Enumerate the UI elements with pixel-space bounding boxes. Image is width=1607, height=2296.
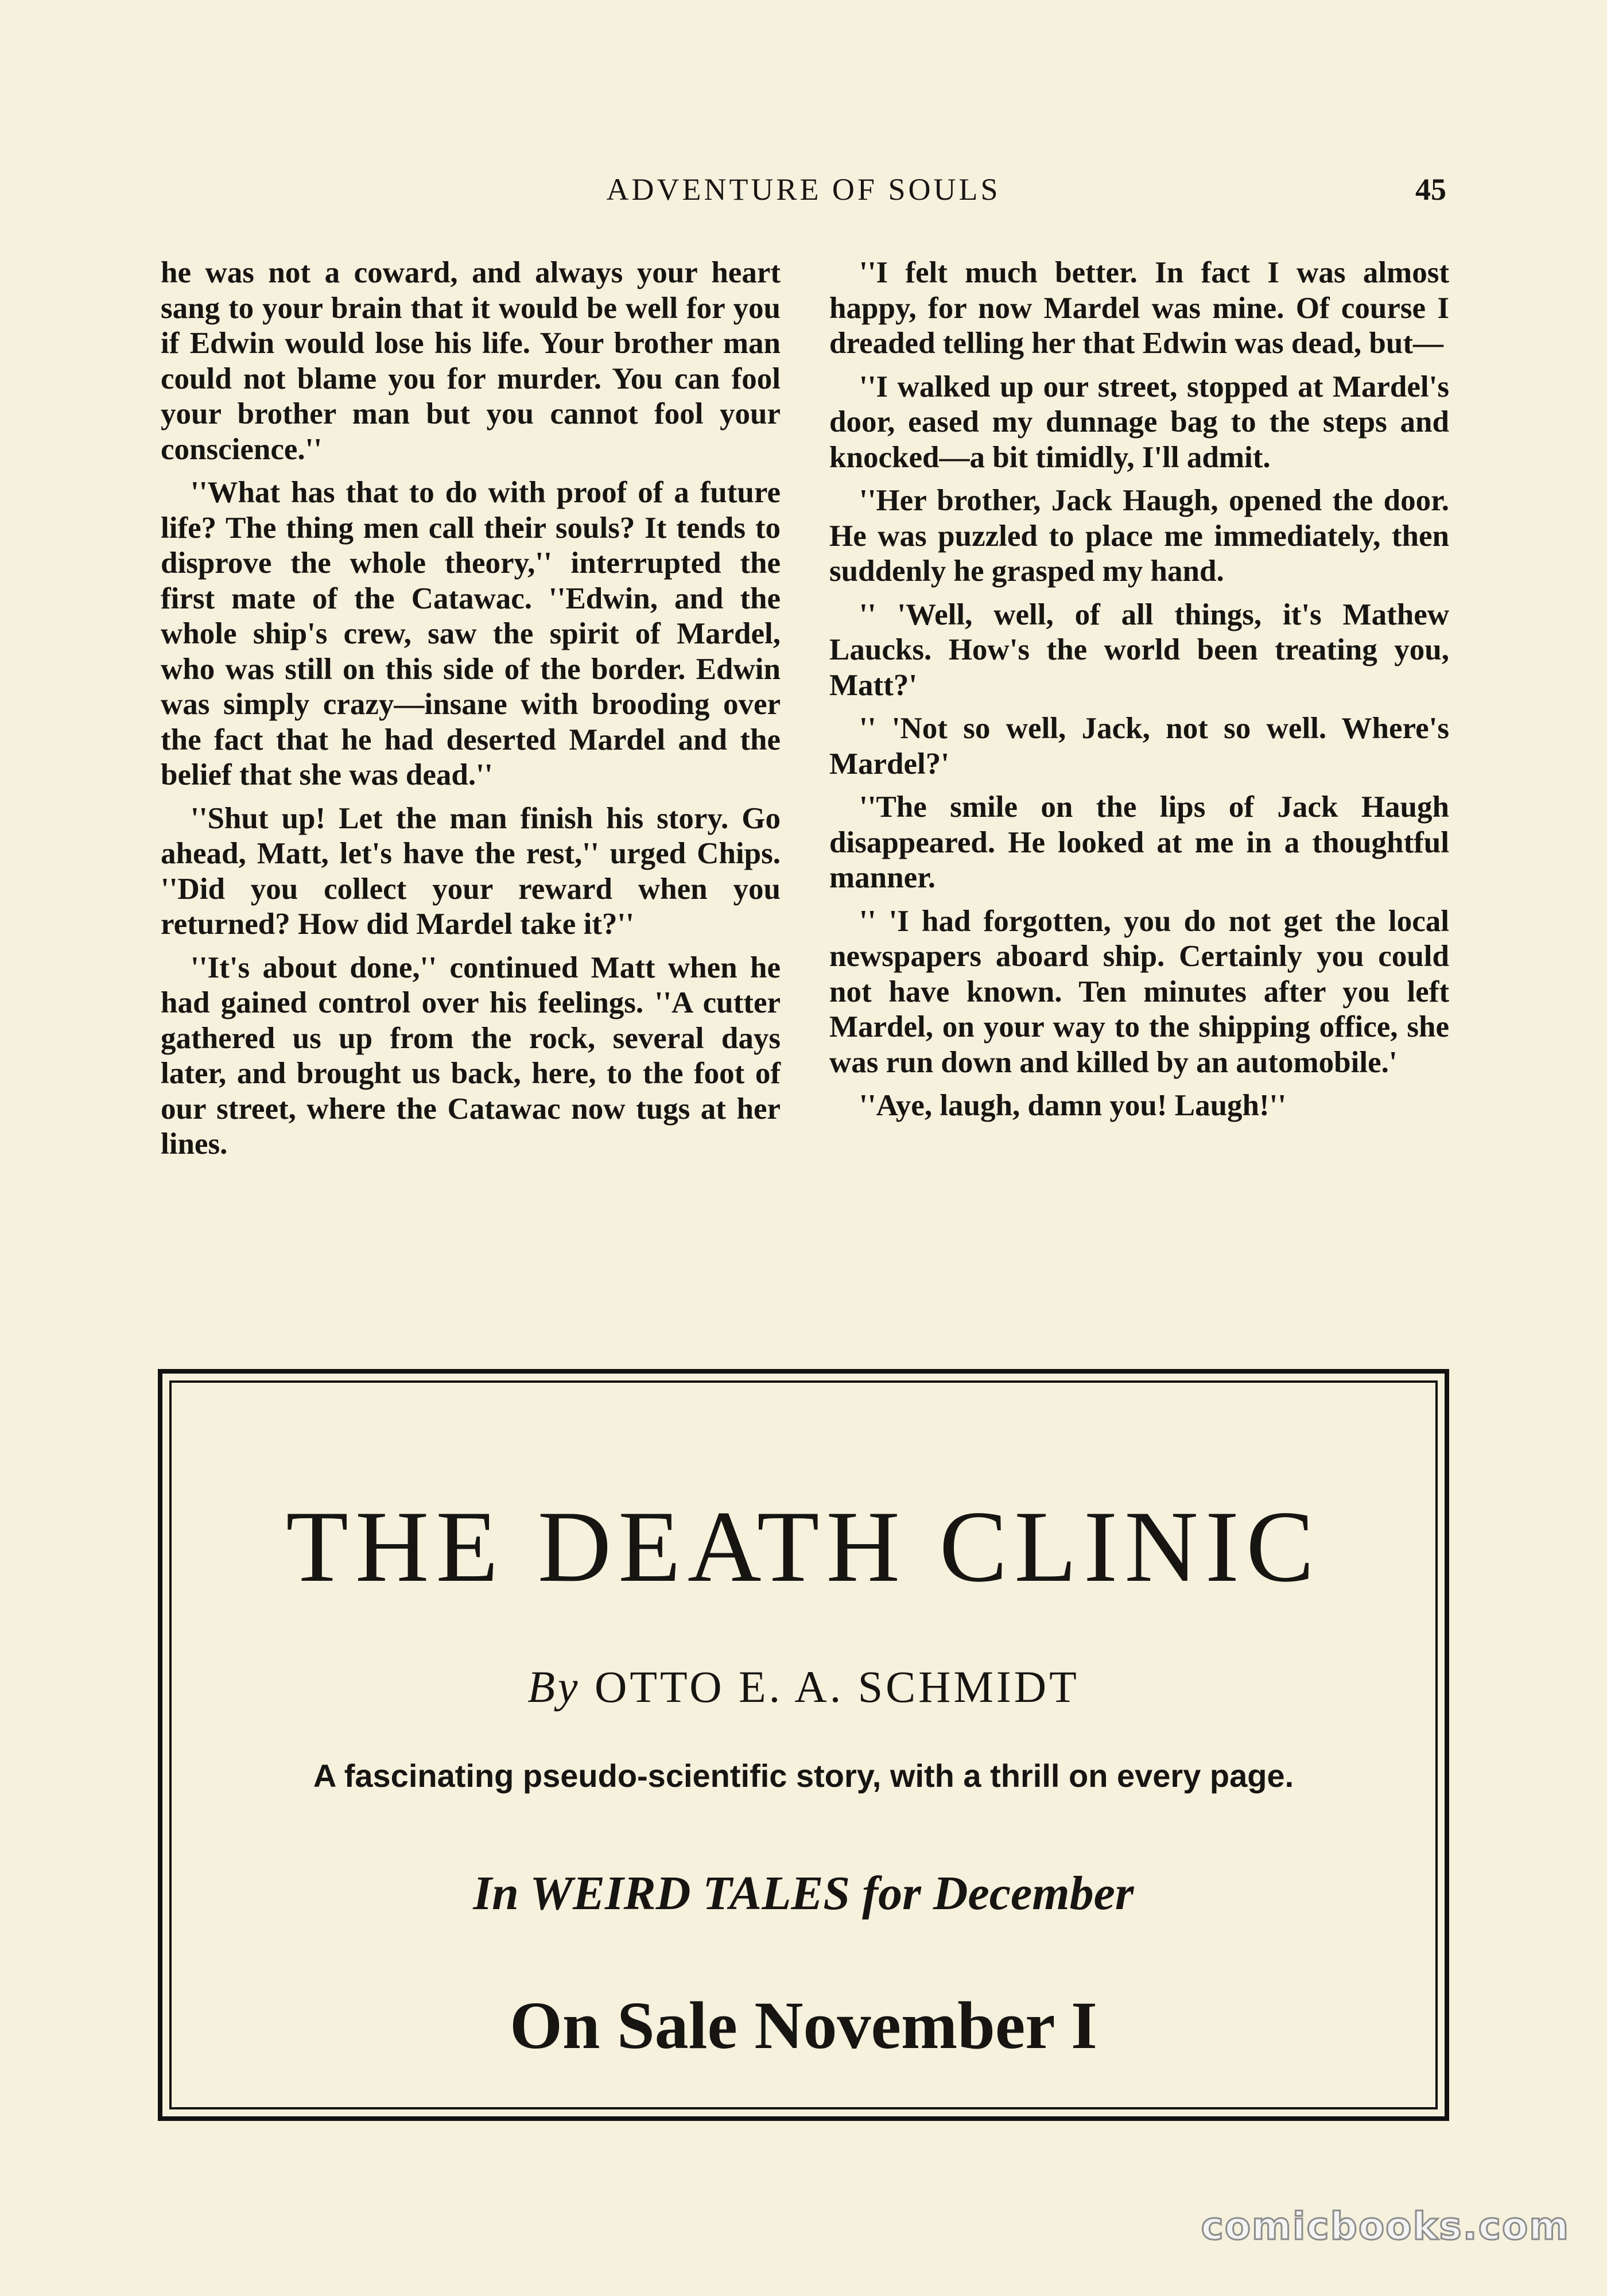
right-paragraph-3: ''Her brother, Jack Haugh, opened the door. He was puzzled to place me immediately, then suddenly he grasped my hand. <box>829 484 1449 588</box>
running-title: ADVENTURE OF SOULS <box>606 172 1001 207</box>
ad-byline <box>172 1658 1435 1716</box>
right-paragraph-6: ''The smile on the lips of Jack Haugh disappeared. He looked at me in a thoughtful manner. <box>829 790 1449 894</box>
right-column <box>829 255 1449 1132</box>
right-paragraph-8: ''Aye, laugh, damn you! Laugh!'' <box>859 1089 1287 1122</box>
advertisement-inner-border <box>169 1380 1438 2109</box>
right-paragraph-4: '' 'Well, well, of all things, it's Mathew Laucks. How's the world been treating you, Matt?' <box>829 598 1449 702</box>
ad-author: OTTO E. A. SCHMIDT <box>595 1662 1080 1712</box>
left-paragraph-3: ''Shut up! Let the man finish his story. Go ahead, Matt, let's have the rest,'' urged Chips. ''Did you collect your reward when you returned? How did Mardel take it?'' <box>161 801 781 941</box>
advertisement-box <box>158 1369 1449 2121</box>
left-paragraph-2: ''What has that to do with proof of a future life? The thing men call their souls? It tends to disprove the whole theory,'' interrupted the first mate of the Catawac. ''Edwin, and the whole ship's crew, saw the spirit of Mardel, who was still on this side of the border. Edwin was simply crazy—insane with brooding over the fact that he had deserted Mardel and the belief that she was dead.'' <box>161 476 781 792</box>
right-paragraph-5: '' 'Not so well, Jack, not so well. Where's Mardel?' <box>829 712 1449 781</box>
right-paragraph-7: '' 'I had forgotten, you do not get the local newspapers aboard ship. Certainly you could not have known. Ten minutes after you left Mardel, on your way to the shipping office, she was run down and killed by an automobile.' <box>829 904 1449 1079</box>
watermark: comicbooks.com <box>1201 2204 1570 2248</box>
ad-by-label: By <box>527 1662 581 1712</box>
left-paragraph-4: ''It's about done,'' continued Matt when he had gained control over his feelings. ''A cutter gathered us up from the rock, several days later, and brought us back, here, to the foot of our street, where the Catawac now tugs at her lines. <box>161 951 781 1161</box>
page-number: 45 <box>1415 172 1446 207</box>
ad-on-sale: On Sale November I <box>510 1988 1097 2063</box>
right-paragraph-2: ''I walked up our street, stopped at Mardel's door, eased my dunnage bag to the steps and knocked—a bit timidly, I'll admit. <box>829 370 1449 474</box>
ad-title: THE DEATH CLINIC <box>286 1490 1321 1603</box>
ad-tagline: A fascinating pseudo-scientific story, with a thrill on every page. <box>313 1758 1294 1794</box>
left-paragraph-1: he was not a coward, and always your heart sang to your brain that it would be well for you if Edwin would lose his life. Your brother man could not blame you for murder. You can fool your brother man but you cannot fool your conscience.'' <box>161 256 781 466</box>
ad-issue: In WEIRD TALES for December <box>473 1867 1134 1920</box>
right-paragraph-1: ''I felt much better. In fact I was almost happy, for now Mardel was mine. Of course I dreaded telling her that Edwin was dead, but— <box>829 256 1449 360</box>
running-head <box>161 169 1446 210</box>
left-column <box>161 255 781 1170</box>
